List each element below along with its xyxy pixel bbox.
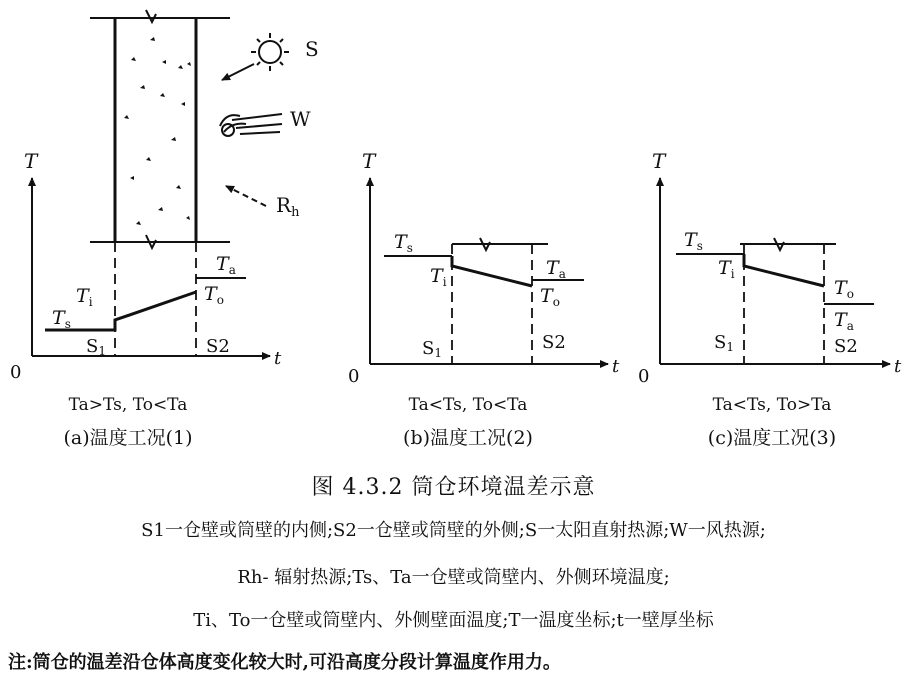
Ts-label-c: $T_s$ <box>684 229 703 253</box>
origin-label-b: 0 <box>348 366 360 387</box>
radiation-label: $R_h$ <box>276 193 300 220</box>
figure-note: 注:筒仓的温差沿仓体高度变化较大时,可沿高度分段计算温度作用力。 <box>8 652 561 673</box>
S2-label-a: S2 <box>206 336 230 357</box>
sun-label: S <box>305 37 319 61</box>
axis-t-label-a: t <box>274 348 282 369</box>
condition-a: Ta>Ts, To<Ta <box>68 395 188 415</box>
To-label-b: $T_o$ <box>540 285 560 309</box>
condition-c: Ta<Ts, To>Ta <box>712 395 832 415</box>
To-label-c: $T_o$ <box>834 277 854 301</box>
legend-line-3: Ti、To一仓壁或筒壁内、外侧壁面温度;T一温度坐标;t一壁厚坐标 <box>193 610 714 631</box>
Ts-label-b: $T_s$ <box>394 231 413 255</box>
wind-icon <box>220 114 282 136</box>
radiation-arrow <box>226 186 266 206</box>
panel-a <box>32 10 289 356</box>
legend-line-1: S1一仓壁或筒壁的内侧;S2一仓壁或筒壁的外侧;S一太阳直射热源;W一风热源; <box>141 520 766 541</box>
axis-T-label-a: T <box>24 149 38 173</box>
Ti-label-b: $T_i$ <box>430 265 447 289</box>
To-label-a: $T_o$ <box>204 283 224 307</box>
axis-T-label-c: T <box>652 149 666 173</box>
panel-b <box>370 178 608 364</box>
Ti-label-a: $T_i$ <box>76 285 93 309</box>
S1-label-a: S1 <box>86 336 106 358</box>
origin-label-a: 0 <box>10 362 22 383</box>
Ta-label-a: $T_a$ <box>216 253 236 277</box>
S1-label-b: S1 <box>422 338 442 360</box>
axis-T-label-b: T <box>362 149 376 173</box>
axis-t-label-c: t <box>894 356 902 377</box>
panel-title-c: (c)温度工况(3) <box>707 427 837 449</box>
panel-title-a: (a)温度工况(1) <box>63 427 193 449</box>
axis-t-label-b: t <box>612 356 620 377</box>
S2-label-b: S2 <box>542 332 566 353</box>
S1-label-c: S1 <box>714 332 734 354</box>
figure-caption-title: 图 4.3.2 筒仓环境温差示意 <box>311 475 596 500</box>
Ti-label-c: $T_i$ <box>718 257 735 281</box>
legend-line-2: Rh- 辐射热源;Ts、Ta一仓壁或筒壁内、外侧环境温度; <box>237 567 670 588</box>
silo-wall <box>90 10 230 248</box>
S2-label-c: S2 <box>834 336 858 357</box>
Ta-label-b: $T_a$ <box>546 257 566 281</box>
Ts-label-a: $T_s$ <box>52 307 71 331</box>
Ta-label-c: $T_a$ <box>834 309 854 333</box>
panel-title-b: (b)温度工况(2) <box>403 427 533 449</box>
condition-b: Ta<Ts, To<Ta <box>408 395 528 415</box>
sun-icon <box>251 33 289 71</box>
origin-label-c: 0 <box>638 366 650 387</box>
wind-label: W <box>290 107 311 131</box>
